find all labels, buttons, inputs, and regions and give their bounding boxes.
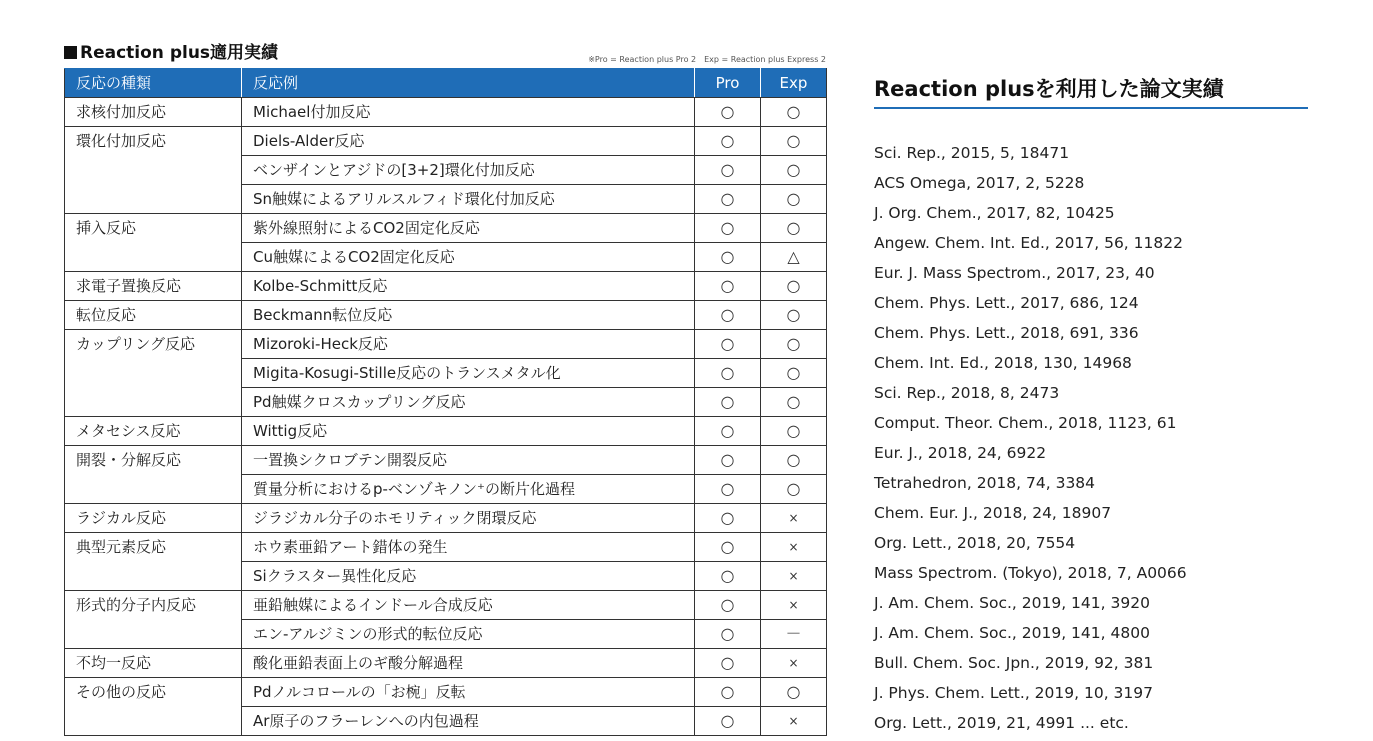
pro-mark: ○ (720, 682, 735, 701)
category-cell: カップリング反応 (65, 330, 242, 359)
exp-cell (761, 504, 827, 533)
pro-cell (695, 359, 761, 388)
example-cell: 紫外線照射によるCO2固定化反応 (242, 214, 695, 243)
paper-item: ACS Omega, 2017, 2, 5228 (874, 174, 1085, 192)
example-cell: 質量分析におけるp-ベンゾキノン⁺の断片化過程 (242, 475, 695, 504)
example-cell: 一置換シクロブテン開裂反応 (242, 446, 695, 475)
paper-item: Chem. Phys. Lett., 2017, 686, 124 (874, 294, 1139, 312)
pro-mark: ○ (720, 595, 735, 614)
example-cell: ベンザインとアジドの[3+2]環化付加反応 (242, 156, 695, 185)
pro-cell (695, 707, 761, 736)
exp-mark: △ (787, 247, 800, 266)
table-row (65, 388, 827, 417)
exp-cell (761, 185, 827, 214)
category-cell: 求核付加反応 (65, 98, 242, 127)
table-row (65, 301, 827, 330)
table-row (65, 272, 827, 301)
pro-cell (695, 214, 761, 243)
category-cell: 開裂・分解反応 (65, 446, 242, 475)
exp-mark: ○ (786, 131, 801, 150)
exp-cell (761, 272, 827, 301)
paper-item: Sci. Rep., 2018, 8, 2473 (874, 384, 1060, 402)
exp-cell (761, 127, 827, 156)
pro-cell (695, 301, 761, 330)
example-cell: Beckmann転位反応 (242, 301, 695, 330)
pro-mark: ○ (720, 421, 735, 440)
table-header-line (64, 38, 826, 68)
table-row (65, 591, 827, 620)
pro-cell (695, 678, 761, 707)
table-row (65, 707, 827, 736)
category-cell: その他の反応 (65, 678, 242, 707)
exp-mark: ○ (786, 682, 801, 701)
exp-mark: ○ (786, 189, 801, 208)
pro-mark: ○ (720, 305, 735, 324)
papers-title: Reaction plusを利用した論文実績 (874, 76, 1308, 109)
exp-cell (761, 330, 827, 359)
pro-cell (695, 330, 761, 359)
category-cell: ラジカル反応 (65, 504, 242, 533)
exp-cell (761, 417, 827, 446)
pro-mark: ○ (720, 392, 735, 411)
reaction-table-section (64, 38, 826, 736)
papers-section (874, 76, 1308, 738)
pro-cell (695, 185, 761, 214)
pro-cell (695, 562, 761, 591)
exp-mark: ○ (786, 218, 801, 237)
pro-cell (695, 388, 761, 417)
exp-cell (761, 301, 827, 330)
paper-item: Tetrahedron, 2018, 74, 3384 (874, 474, 1096, 492)
pro-mark: ○ (720, 479, 735, 498)
paper-item: Angew. Chem. Int. Ed., 2017, 56, 11822 (874, 234, 1183, 252)
pro-mark: ○ (720, 363, 735, 382)
exp-cell (761, 388, 827, 417)
pro-cell (695, 475, 761, 504)
example-cell: Sn触媒によるアリルスルフィド環化付加反応 (242, 185, 695, 214)
paper-item: J. Am. Chem. Soc., 2019, 141, 4800 (874, 624, 1150, 642)
table-row (65, 562, 827, 591)
table-row (65, 620, 827, 649)
example-cell: Kolbe-Schmitt反応 (242, 272, 695, 301)
exp-mark: ○ (786, 479, 801, 498)
exp-cell (761, 359, 827, 388)
header-category: 反応の種類 (65, 69, 242, 98)
pro-mark: ○ (720, 450, 735, 469)
pro-mark: ○ (720, 653, 735, 672)
exp-cell (761, 446, 827, 475)
table-row (65, 417, 827, 446)
pro-cell (695, 272, 761, 301)
category-cell: 求電子置換反応 (65, 272, 242, 301)
pro-mark: ○ (720, 566, 735, 585)
paper-item: Org. Lett., 2019, 21, 4991 ... etc. (874, 714, 1129, 732)
pro-mark: ○ (720, 537, 735, 556)
table-row (65, 359, 827, 388)
category-cell: 転位反応 (65, 301, 242, 330)
example-cell: Diels-Alder反応 (242, 127, 695, 156)
pro-mark: ○ (720, 247, 735, 266)
table-row (65, 649, 827, 678)
exp-cell (761, 707, 827, 736)
exp-mark: ○ (786, 392, 801, 411)
table-row (65, 156, 827, 185)
pro-cell (695, 620, 761, 649)
table-row (65, 185, 827, 214)
example-cell: Siクラスター異性化反応 (242, 562, 695, 591)
pro-cell (695, 127, 761, 156)
example-cell: 酸化亜鉛表面上のギ酸分解過程 (242, 649, 695, 678)
header-exp: Exp (761, 69, 827, 98)
pro-mark: ○ (720, 711, 735, 730)
category-cell (65, 562, 242, 591)
paper-item: Sci. Rep., 2015, 5, 18471 (874, 144, 1070, 162)
category-cell: 不均一反応 (65, 649, 242, 678)
example-cell: Pd触媒クロスカップリング反応 (242, 388, 695, 417)
reaction-table (64, 68, 827, 736)
table-header-row (65, 69, 827, 98)
table-body (65, 98, 827, 736)
exp-mark: × (788, 569, 799, 583)
example-cell: エン-アルジミンの形式的転位反応 (242, 620, 695, 649)
pro-cell (695, 649, 761, 678)
pro-mark: ○ (720, 334, 735, 353)
pro-mark: ○ (720, 131, 735, 150)
table-row (65, 533, 827, 562)
pro-mark: ○ (720, 189, 735, 208)
pro-mark: ○ (720, 218, 735, 237)
category-cell (65, 388, 242, 417)
table-row (65, 243, 827, 272)
paper-item: J. Phys. Chem. Lett., 2019, 10, 3197 (874, 684, 1153, 702)
example-cell: Migita-Kosugi-Stille反応のトランスメタル化 (242, 359, 695, 388)
exp-cell (761, 533, 827, 562)
table-row (65, 98, 827, 127)
category-cell (65, 475, 242, 504)
exp-mark: × (788, 714, 799, 728)
exp-mark: × (788, 540, 799, 554)
papers-list (874, 138, 1308, 738)
pro-cell (695, 417, 761, 446)
pro-mark: ○ (720, 102, 735, 121)
example-cell: 亜鉛触媒によるインドール合成反応 (242, 591, 695, 620)
pro-cell (695, 591, 761, 620)
header-example: 反応例 (242, 69, 695, 98)
category-cell: 環化付加反応 (65, 127, 242, 156)
example-cell: ホウ素亜鉛アート錯体の発生 (242, 533, 695, 562)
table-row (65, 504, 827, 533)
table-row (65, 446, 827, 475)
paper-item: Bull. Chem. Soc. Jpn., 2019, 92, 381 (874, 654, 1154, 672)
exp-cell (761, 156, 827, 185)
pro-mark: ○ (720, 160, 735, 179)
exp-mark: × (788, 511, 799, 525)
paper-item: J. Org. Chem., 2017, 82, 10425 (874, 204, 1115, 222)
pro-cell (695, 504, 761, 533)
example-cell: Cu触媒によるCO2固定化反応 (242, 243, 695, 272)
exp-mark: × (788, 598, 799, 612)
header-pro: Pro (695, 69, 761, 98)
exp-mark: ○ (786, 102, 801, 121)
exp-cell (761, 98, 827, 127)
exp-mark: ○ (786, 305, 801, 324)
paper-item: Mass Spectrom. (Tokyo), 2018, 7, A0066 (874, 564, 1187, 582)
category-cell (65, 156, 242, 185)
pro-mark: ○ (720, 508, 735, 527)
exp-mark: ○ (786, 421, 801, 440)
category-cell (65, 620, 242, 649)
pro-cell (695, 243, 761, 272)
pro-cell (695, 98, 761, 127)
square-bullet-icon (64, 46, 77, 59)
section-title (64, 38, 278, 63)
exp-cell (761, 678, 827, 707)
paper-item: Eur. J. Mass Spectrom., 2017, 23, 40 (874, 264, 1155, 282)
category-cell (65, 359, 242, 388)
category-cell (65, 185, 242, 214)
pro-mark: ○ (720, 276, 735, 295)
example-cell: Michael付加反応 (242, 98, 695, 127)
pro-cell (695, 446, 761, 475)
pro-cell (695, 533, 761, 562)
pro-cell (695, 156, 761, 185)
exp-cell (761, 591, 827, 620)
category-cell (65, 243, 242, 272)
exp-cell (761, 620, 827, 649)
table-row (65, 127, 827, 156)
paper-item: J. Am. Chem. Soc., 2019, 141, 3920 (874, 594, 1150, 612)
category-cell (65, 707, 242, 736)
exp-cell (761, 214, 827, 243)
table-row (65, 678, 827, 707)
section-title-text: Reaction plus適用実績 (80, 43, 279, 63)
table-row (65, 330, 827, 359)
category-cell: メタセシス反応 (65, 417, 242, 446)
exp-mark: ○ (786, 160, 801, 179)
exp-mark: ○ (786, 450, 801, 469)
paper-item: Comput. Theor. Chem., 2018, 1123, 61 (874, 414, 1177, 432)
pro-mark: ○ (720, 624, 735, 643)
paper-item: Org. Lett., 2018, 20, 7554 (874, 534, 1076, 552)
example-cell: Mizoroki-Heck反応 (242, 330, 695, 359)
example-cell: Pdノルコロールの「お椀」反転 (242, 678, 695, 707)
exp-mark: － (785, 624, 802, 643)
example-cell: Ar原子のフラーレンへの内包過程 (242, 707, 695, 736)
exp-mark: × (788, 656, 799, 670)
paper-item: Chem. Phys. Lett., 2018, 691, 336 (874, 324, 1139, 342)
exp-mark: ○ (786, 334, 801, 353)
exp-cell (761, 649, 827, 678)
table-row (65, 214, 827, 243)
paper-item: Chem. Int. Ed., 2018, 130, 14968 (874, 354, 1132, 372)
abbreviation-note: ※Pro = Reaction plus Pro 2 Exp = Reaction plus Express 2 (588, 55, 826, 64)
example-cell: Wittig反応 (242, 417, 695, 446)
exp-mark: ○ (786, 276, 801, 295)
example-cell: ジラジカル分子のホモリティック閉環反応 (242, 504, 695, 533)
category-cell: 典型元素反応 (65, 533, 242, 562)
exp-cell (761, 475, 827, 504)
exp-cell (761, 243, 827, 272)
paper-item: Chem. Eur. J., 2018, 24, 18907 (874, 504, 1112, 522)
exp-cell (761, 562, 827, 591)
category-cell: 形式的分子内反応 (65, 591, 242, 620)
category-cell: 挿入反応 (65, 214, 242, 243)
table-row (65, 475, 827, 504)
paper-item: Eur. J., 2018, 24, 6922 (874, 444, 1047, 462)
exp-mark: ○ (786, 363, 801, 382)
